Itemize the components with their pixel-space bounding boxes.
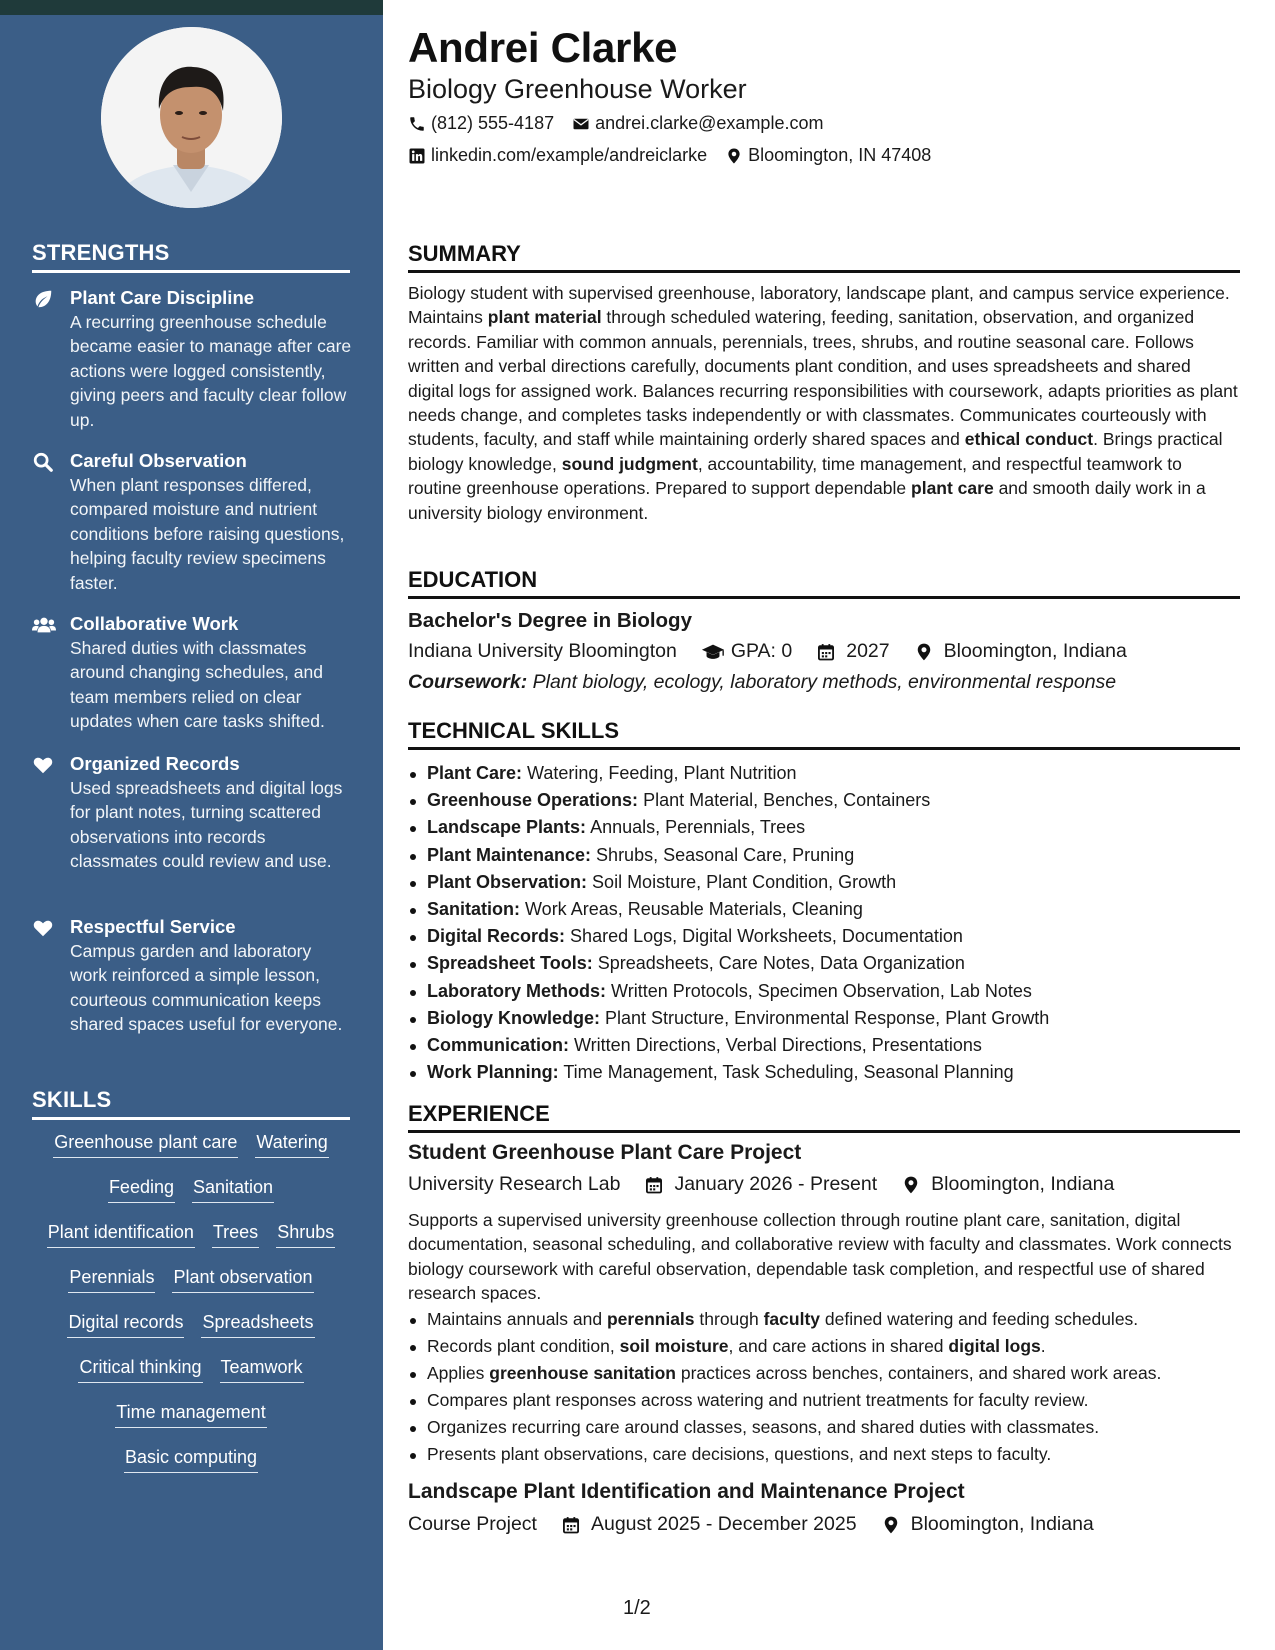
coursework-text: Plant biology, ecology, laboratory methods, environmental response <box>532 671 1117 693</box>
users-icon <box>32 614 54 636</box>
experience-org: Course Project <box>408 1513 537 1535</box>
skill-category: Biology Knowledge: <box>427 1007 600 1028</box>
experience-heading: EXPERIENCE <box>408 1101 1240 1133</box>
page-number: 1/2 <box>623 1597 651 1619</box>
skill-items: Plant Material, Benches, Containers <box>643 790 931 811</box>
technical-skills-heading: TECHNICAL SKILLS <box>408 718 1240 750</box>
heart-icon <box>32 754 54 776</box>
list-item <box>408 787 1240 814</box>
skill-items: Time Management, Task Scheduling, Seasonal Planning <box>563 1062 1014 1083</box>
text-run: , and care actions in shared <box>728 1335 949 1356</box>
emphasis-text: digital logs <box>948 1335 1041 1356</box>
list-item <box>408 842 1240 869</box>
skill-items: Shrubs, Seasonal Care, Pruning <box>596 844 855 865</box>
text-run: . <box>1040 1335 1046 1356</box>
graduation-year: 2027 <box>846 640 890 662</box>
list-item <box>408 760 1240 787</box>
skill-tag: Basic computing <box>124 1445 258 1473</box>
calendar-icon <box>816 642 836 662</box>
experience-location: Bloomington, Indiana <box>931 1173 1115 1195</box>
search-icon <box>32 451 54 473</box>
candidate-name: Andrei Clarke <box>408 24 678 71</box>
coursework-label: Coursework: <box>408 671 528 693</box>
school-name: Indiana University Bloomington <box>408 640 677 662</box>
skill-items: Work Areas, Reusable Materials, Cleaning <box>525 899 863 920</box>
map-pin-icon <box>725 147 743 165</box>
avatar <box>101 27 282 208</box>
skill-tag: Perennials <box>68 1265 155 1293</box>
skill-tag: Teamwork <box>220 1355 304 1383</box>
graduation-cap-icon <box>701 642 721 662</box>
sidebar-top-bar <box>0 0 383 15</box>
linkedin-text: linkedin.com/example/andreiclarke <box>431 145 708 165</box>
skill-items: Annuals, Perennials, Trees <box>590 817 806 838</box>
skills-row <box>32 1310 350 1355</box>
phone-icon <box>408 115 426 133</box>
strength-title: Collaborative Work <box>70 613 239 634</box>
skill-category: Plant Maintenance: <box>427 844 592 865</box>
skill-tag: Time management <box>115 1400 266 1428</box>
linkedin-contact[interactable] <box>408 145 707 166</box>
skills-row <box>32 1220 350 1265</box>
skill-items: Watering, Feeding, Plant Nutrition <box>527 763 797 783</box>
linkedin-icon <box>408 147 426 165</box>
skill-tag: Feeding <box>108 1175 175 1203</box>
experience-dates: January 2026 - Present <box>674 1173 878 1195</box>
strengths-heading: STRENGTHS <box>32 240 350 273</box>
text-run: practices across benches, containers, and shared work areas. <box>675 1362 1162 1383</box>
education-heading: EDUCATION <box>408 567 1240 599</box>
skills-row <box>32 1265 350 1310</box>
skill-tag: Spreadsheets <box>201 1310 314 1338</box>
map-pin-icon <box>881 1515 901 1535</box>
experience-title: Student Greenhouse Plant Care Project <box>408 1141 802 1164</box>
list-item <box>408 1441 1240 1468</box>
emphasis-text: faculty <box>763 1309 821 1329</box>
education-meta <box>408 640 1127 663</box>
contact-row <box>408 145 931 166</box>
skills-row <box>32 1445 350 1490</box>
location-contact <box>725 145 931 166</box>
list-item <box>408 1005 1240 1032</box>
strength-item <box>32 612 352 734</box>
experience-location: Bloomington, Indiana <box>910 1513 1094 1535</box>
experience-bullets <box>408 1306 1240 1467</box>
skill-items: Written Directions, Verbal Directions, Presentations <box>574 1035 982 1056</box>
list-item <box>408 1333 1240 1360</box>
skill-tag: Plant identification <box>47 1220 195 1248</box>
emphasis-text: plant material <box>487 307 602 328</box>
text-run: Applies <box>427 1362 490 1383</box>
skills-row <box>32 1355 350 1400</box>
strength-title: Plant Care Discipline <box>70 287 255 308</box>
text-run: and smooth daily work in a university biology environment. <box>408 478 1206 523</box>
education-location: Bloomington, Indiana <box>943 640 1127 662</box>
strength-desc: Used spreadsheets and digital logs for plant notes, turning scattered observations into records classmates could review and use. <box>70 778 343 872</box>
text-run: Maintains annuals and <box>427 1309 607 1329</box>
strength-desc: When plant responses differed, compared moisture and nutrient conditions before raising questions, helping faculty review specimens faster. <box>70 475 345 593</box>
envelope-icon <box>572 115 590 133</box>
list-item <box>408 1032 1240 1059</box>
emphasis-text: ethical conduct <box>964 429 1094 450</box>
skill-tag: Critical thinking <box>78 1355 202 1383</box>
strength-desc: Campus garden and laboratory work reinforced a simple lesson, courteous communication keeps shared spaces useful for everyone. <box>70 941 343 1035</box>
skill-tag: Shrubs <box>276 1220 335 1248</box>
skill-items: Shared Logs, Digital Worksheets, Documentation <box>570 926 963 947</box>
gpa-text: GPA: 0 <box>730 640 793 662</box>
emphasis-text: perennials <box>606 1309 695 1329</box>
skill-tag: Digital records <box>67 1310 184 1338</box>
experience-title: Landscape Plant Identification and Maintenance Project <box>408 1480 965 1503</box>
emphasis-text: plant care <box>911 478 994 499</box>
list-item <box>408 978 1240 1005</box>
experience-description: Supports a supervised university greenhouse collection through routine plant care, sanitation, digital documentation, seasonal scheduling, and collaborative review with faculty and classmates. Work connects biology coursework with careful observation, dependable task completion, and respectful use of shared research spaces. <box>408 1210 1232 1304</box>
skill-category: Greenhouse Operations: <box>427 790 639 811</box>
list-item <box>408 1059 1240 1086</box>
technical-skills-list <box>408 760 1240 1086</box>
strength-item <box>32 915 352 1037</box>
skill-category: Digital Records: <box>427 926 566 947</box>
candidate-role: Biology Greenhouse Worker <box>408 74 747 104</box>
strength-title: Organized Records <box>70 753 240 774</box>
skill-items: Soil Moisture, Plant Condition, Growth <box>592 871 897 892</box>
experience-meta <box>408 1173 1114 1196</box>
list-item <box>408 1414 1240 1441</box>
text-run: defined watering and feeding schedules. <box>820 1309 1139 1329</box>
text-run: Records plant condition, <box>427 1335 620 1356</box>
skill-tag: Trees <box>212 1220 259 1248</box>
map-pin-icon <box>901 1175 921 1195</box>
skill-category: Work Planning: <box>427 1062 559 1083</box>
heart-icon <box>32 917 54 939</box>
strength-desc: Shared duties with classmates around changing schedules, and team members relied on clear updates when care tasks shifted. <box>70 638 325 732</box>
text-run: . Brings practical biology knowledge, <box>408 429 1223 474</box>
skill-tag: Watering <box>255 1130 328 1158</box>
experience-dates: August 2025 - December 2025 <box>590 1513 857 1535</box>
skill-items: Plant Structure, Environmental Response, Plant Growth <box>605 1007 1050 1028</box>
skill-category: Laboratory Methods: <box>427 980 607 1001</box>
skill-items: Spreadsheets, Care Notes, Data Organization <box>597 953 965 974</box>
contact-row <box>408 113 823 134</box>
emphasis-text: sound judgment <box>561 453 698 474</box>
text-run: Presents plant observations, care decisions, questions, and next steps to faculty. <box>427 1443 1052 1464</box>
coursework-line <box>408 671 1116 694</box>
degree-title: Bachelor's Degree in Biology <box>408 609 692 632</box>
phone-text: (812) 555-4187 <box>431 113 555 133</box>
location-text: Bloomington, IN 47408 <box>748 145 932 165</box>
strength-title: Careful Observation <box>70 450 247 471</box>
skills-row <box>32 1400 350 1445</box>
skills-heading: SKILLS <box>32 1087 350 1120</box>
text-run: , accountability, time management, and respectful teamwork to routine greenhouse operations. Prepared to support dependable <box>408 453 1182 499</box>
skills-row <box>32 1130 350 1175</box>
skill-tag: Greenhouse plant care <box>53 1130 238 1158</box>
list-item <box>408 1360 1240 1387</box>
skill-category: Plant Care: <box>427 763 523 783</box>
map-pin-icon <box>914 642 934 662</box>
email-text: andrei.clarke@example.com <box>595 113 824 133</box>
skill-tag: Sanitation <box>192 1175 274 1203</box>
list-item <box>408 869 1240 896</box>
skill-category: Communication: <box>427 1035 569 1056</box>
emphasis-text: soil moisture <box>619 1335 729 1356</box>
calendar-icon <box>561 1515 581 1535</box>
list-item <box>408 1306 1240 1333</box>
calendar-icon <box>644 1175 664 1195</box>
skill-category: Landscape Plants: <box>427 817 587 838</box>
strength-item <box>32 752 352 874</box>
skill-tag: Plant observation <box>172 1265 313 1293</box>
text-run: through <box>694 1309 764 1329</box>
sidebar <box>0 0 383 1650</box>
email-contact[interactable] <box>572 113 823 134</box>
text-run: Biology student with supervised greenhouse, laboratory, landscape plant, and campus service experience. Maintains <box>408 283 1230 328</box>
experience-org: University Research Lab <box>408 1173 621 1195</box>
phone-contact[interactable] <box>408 113 554 134</box>
strength-title: Respectful Service <box>70 916 236 937</box>
strength-desc: A recurring greenhouse schedule became easier to manage after care actions were logged consistently, giving peers and faculty clear follow up. <box>70 312 352 430</box>
skill-category: Sanitation: <box>427 899 520 920</box>
list-item <box>408 1387 1240 1414</box>
list-item <box>408 923 1240 950</box>
list-item <box>408 896 1240 923</box>
list-item <box>408 814 1240 841</box>
summary-text <box>408 281 1240 525</box>
summary-heading: SUMMARY <box>408 241 1240 273</box>
skills-row <box>32 1175 350 1220</box>
strength-item <box>32 449 352 595</box>
list-item <box>408 950 1240 977</box>
skill-items: Written Protocols, Specimen Observation, Lab Notes <box>611 980 1032 1001</box>
strength-item <box>32 286 352 432</box>
text-run: through scheduled watering, feeding, sanitation, observation, and organized records. Familiar with common annuals, perennials, trees, shrubs, and routine seasonal care. Follows written and verbal directions carefully, documents plant condition, and uses spreadsheets and shared digital logs for assigned work. Balances recurring responsibilities with coursework, adapts priorities as plant needs change, and completes tasks independently or with classmates. Communicates courteously with students, faculty, and staff while maintaining orderly shared spaces and <box>408 307 1238 450</box>
skill-category: Plant Observation: <box>427 871 588 892</box>
skill-category: Spreadsheet Tools: <box>427 953 593 974</box>
leaf-icon <box>32 288 54 310</box>
emphasis-text: greenhouse sanitation <box>489 1362 676 1383</box>
text-run: Compares plant responses across watering and nutrient treatments for faculty review. <box>427 1389 1089 1410</box>
skills-list <box>32 1130 350 1490</box>
text-run: Organizes recurring care around classes, seasons, and shared duties with classmates. <box>427 1416 1100 1437</box>
experience-meta <box>408 1513 1094 1536</box>
